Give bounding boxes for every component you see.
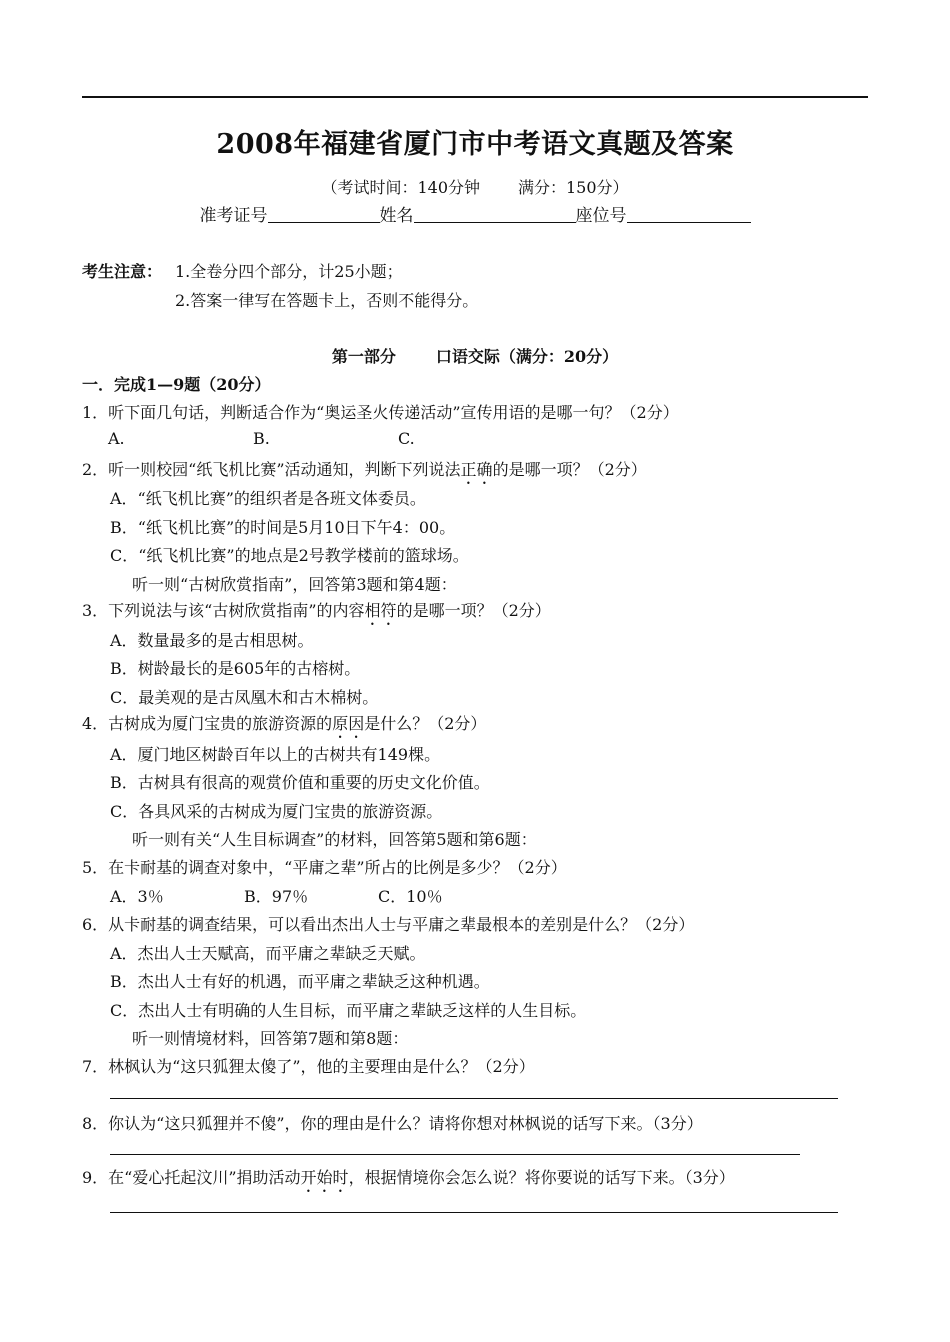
exam-info (0, 175, 950, 198)
q4-text: 4．古树成为厦门宝贵的旅游资源的 (82, 714, 333, 733)
name-label: 姓名 (379, 206, 414, 226)
q4-emphasis: 原因 (332, 714, 365, 733)
q4-text-end: 是什么？（2分） (364, 714, 487, 733)
q3-option-a: A．数量最多的是古相思树。 (110, 631, 314, 650)
intro-q3-q4: 听一则“古树欣赏指南”，回答第3题和第4题： (132, 575, 457, 594)
q2-option-a: A．“纸飞机比赛”的组织者是各班文体委员。 (110, 489, 426, 508)
question-9 (82, 1165, 735, 1196)
top-rule (82, 96, 868, 98)
id-label: 准考证号 (199, 206, 268, 226)
seat-blank[interactable] (627, 204, 751, 223)
section-heading: 一．完成1—9题（20分） (82, 375, 271, 394)
q9-text-end: ，根据情境你会怎么说？将你要说的话写下来。（3分） (348, 1168, 735, 1187)
q2-text: 2．听一则校园“纸飞机比赛”活动通知，判断下列说法 (82, 460, 461, 479)
q3-text: 3．下列说法与该“古树欣赏指南”的内容 (82, 601, 365, 620)
question-6: 6．从卡耐基的调查结果，可以看出杰出人士与平庸之辈最根本的差别是什么？（2分） (82, 915, 695, 934)
question-8: 8．你认为“这只狐狸并不傻”，你的理由是什么？请将你想对林枫说的话写下来。（3分） (82, 1114, 703, 1133)
q2-text-end: 的是哪一项？（2分） (492, 460, 647, 479)
question-5-options (110, 884, 510, 907)
intro-q7-q8: 听一则情境材料，回答第7题和第8题： (132, 1029, 409, 1048)
q1-option-b: B. (253, 429, 270, 448)
q3-text-end: 的是哪一项？（2分） (396, 601, 551, 620)
q2-option-c: C．“纸飞机比赛”的地点是2号教学楼前的篮球场。 (110, 546, 469, 565)
q3-option-c: C．最美观的是古凤凰木和古木棉树。 (110, 688, 379, 707)
exam-time: （考试时间：140分钟 (321, 178, 480, 197)
part-name: 第一部分 (331, 347, 396, 366)
q7-answer-line[interactable] (110, 1098, 838, 1099)
q3-emphasis: 相符 (364, 601, 397, 620)
intro-q5-q6: 听一则有关“人生目标调查”的材料，回答第5题和第6题： (132, 830, 537, 849)
q8-answer-line[interactable] (110, 1154, 800, 1155)
q2-emphasis: 正确 (460, 460, 493, 479)
q9-emphasis: 开始时 (300, 1168, 349, 1187)
page-title: 2008年福建省厦门市中考语文真题及答案 (216, 129, 734, 160)
part-title (0, 344, 950, 367)
candidate-info-line (0, 201, 950, 226)
q3-option-b: B．树龄最长的是605年的古榕树。 (110, 659, 361, 678)
question-3 (82, 598, 551, 629)
q6-option-b: B．杰出人士有好的机遇，而平庸之辈缺乏这种机遇。 (110, 972, 490, 991)
question-5: 5．在卡耐基的调查对象中，“平庸之辈”所占的比例是多少？（2分） (82, 858, 567, 877)
seat-label: 座位号 (575, 206, 627, 226)
q5-option-a: A．3％ (110, 887, 164, 906)
question-4 (82, 711, 486, 742)
part-subtitle: 口语交际（满分：20分） (435, 347, 619, 366)
q2-option-b: B．“纸飞机比赛”的时间是5月10日下午4：00。 (110, 518, 456, 537)
q6-option-a: A．杰出人士天赋高，而平庸之辈缺乏天赋。 (110, 944, 426, 963)
q4-option-c: C．各具风采的古树成为厦门宝贵的旅游资源。 (110, 802, 443, 821)
question-1-options (108, 429, 508, 448)
q1-option-a: A. (108, 429, 125, 448)
question-2 (82, 457, 647, 488)
q5-option-c: C．10％ (378, 887, 443, 906)
q1-option-c: C. (398, 429, 415, 448)
q4-option-b: B．古树具有很高的观赏价值和重要的历史文化价值。 (110, 773, 490, 792)
notice-item-1: 1.全卷分四个部分，计25小题； (175, 262, 403, 281)
id-blank[interactable] (268, 204, 380, 223)
q4-option-a: A．厦门地区树龄百年以上的古树共有149棵。 (110, 745, 441, 764)
q5-option-b: B．97％ (244, 887, 309, 906)
full-score: 满分：150分） (518, 178, 629, 197)
q6-option-c: C．杰出人士有明确的人生目标，而平庸之辈缺乏这样的人生目标。 (110, 1001, 587, 1020)
notice-item-2: 2.答案一律写在答题卡上，否则不能得分。 (175, 291, 479, 310)
notice-label: 考生注意： (82, 262, 163, 281)
q9-text: 9．在“爱心托起汶川”捐助活动 (82, 1168, 301, 1187)
q9-answer-line[interactable] (110, 1212, 838, 1213)
name-blank[interactable] (414, 204, 576, 223)
question-1: 1．听下面几句话，判断适合作为“奥运圣火传递活动”宣传用语的是哪一句？（2分） (82, 403, 679, 422)
question-7: 7．林枫认为“这只狐狸太傻了”，他的主要理由是什么？（2分） (82, 1057, 535, 1076)
